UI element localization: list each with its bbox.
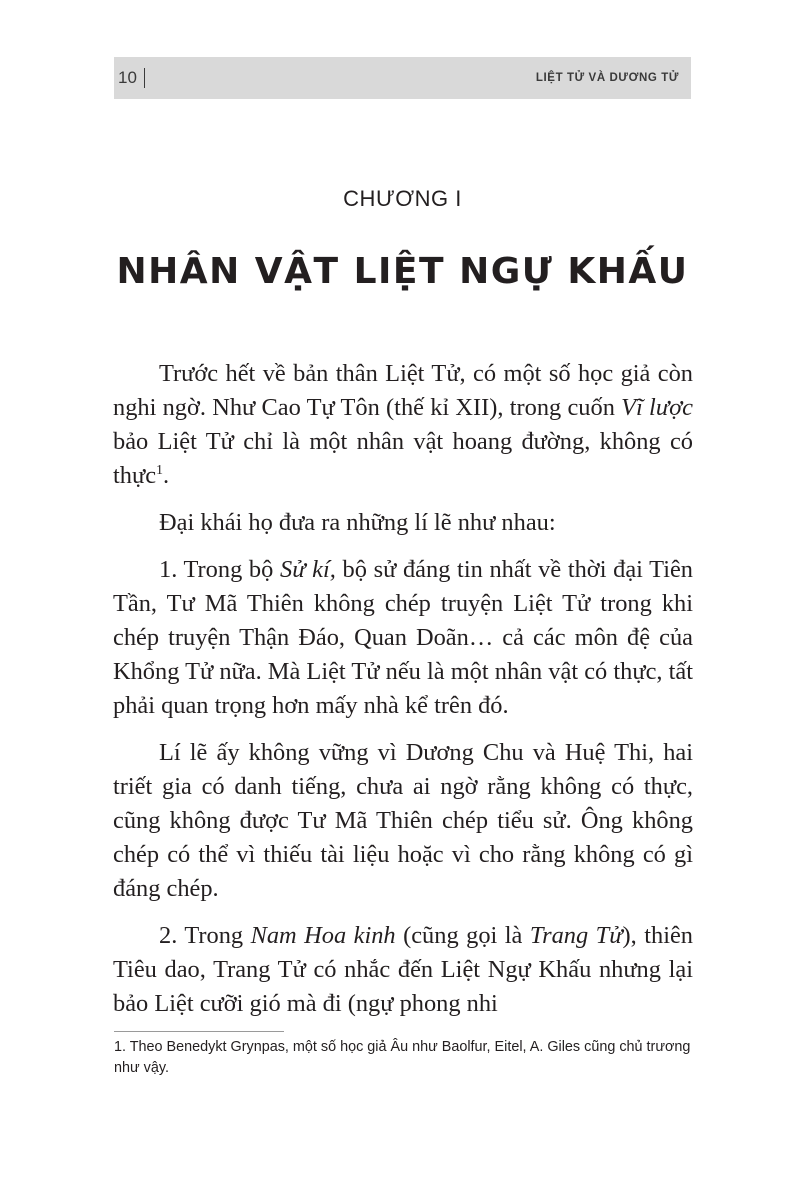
book-title-nam-hoa-kinh: Nam Hoa kinh [250,922,396,949]
paragraph-1 [113,357,693,493]
body-text [113,357,693,1034]
footnote-marker[interactable]: 1 [156,463,164,478]
chapter-label: CHƯƠNG I [343,186,462,211]
paragraph-3-text-a: 1. Trong bộ [159,556,280,583]
book-title-su-ki: Sử kí, [280,556,336,583]
paragraph-4: Lí lẽ ấy không vững vì Dương Chu và Huệ Thi, hai triết gia có danh tiếng, chưa ai ngờ rằng không có thực, cũng không được Tư Mã Thiên chép tiểu sử. Ông không chép có thể vì thiếu tài liệu hoặc vì cho rằng không có gì đáng chép. [113,739,693,902]
book-title-vi-luoc: Vĩ lược [621,394,693,421]
paragraph-2: Đại khái họ đưa ra những lí lẽ như nhau: [159,509,556,536]
paragraph-3-text-b: bộ sử đáng tin nhất về thời đại Tiên Tần, Tư Mã Thiên không chép truyện Liệt Tử trong khi chép truyện Thận Đáo, Quan Doãn… cả các môn đệ của Khổng Tử nữa. Mà Liệt Tử nếu là một nhân vật có thực, tất phải quan trọng hơn mấy nhà kể trên đó. [113,556,693,719]
header-divider [144,68,145,88]
book-title-trang-tu: Trang Tử [529,922,623,949]
paragraph-3 [113,553,693,723]
paragraph-5-text-a: 2. Trong [159,922,251,949]
running-header [114,57,691,99]
paragraph-1-text-c: . [163,462,170,489]
paragraph-5-text-c: ), thiên Tiêu dao, Trang Tử có nhắc đến Liệt Ngự Khấu nhưng lại bảo Liệt cưỡi gió mà đi (ngự phong nhi [113,922,694,1017]
paragraph-1-text-a: Trước hết về bản thân Liệt Tử, có một số học giả còn nghi ngờ. Như Cao Tự Tôn (thế kỉ XII), trong cuốn [113,360,693,421]
paragraph-5 [113,919,693,1021]
paragraph-5-text-b: (cũng gọi là [395,922,530,949]
paragraph-1-text-b: bảo Liệt Tử chỉ là một nhân vật hoang đường, không có thực [113,428,693,489]
footnote: 1. Theo Benedykt Grynpas, một số học giả Âu như Baolfur, Eitel, A. Giles cũng chủ trương như vậy. [114,1039,691,1076]
footnote-divider [114,1031,284,1032]
running-title: LIỆT TỬ VÀ DƯƠNG TỬ [535,72,679,84]
chapter-title: NHÂN VẬT LIỆT NGỰ KHẤU [116,251,689,292]
page-number: 10 [118,68,137,87]
